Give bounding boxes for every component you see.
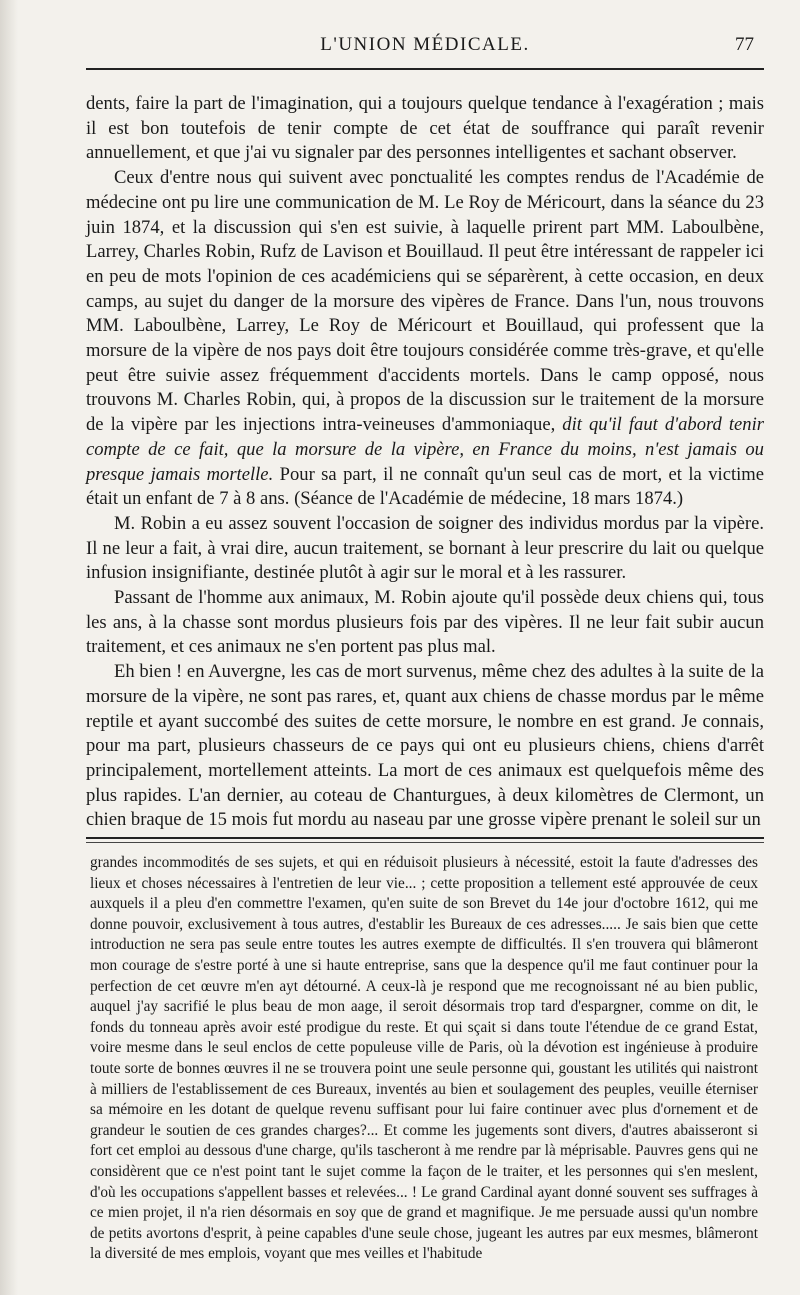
journal-title: L'UNION MÉDICALE. bbox=[320, 34, 530, 55]
paragraph-2-text: Ceux d'entre nous qui suivent avec ponctualité les comptes rendus de l'Académie de médecine ont pu lire une communication de M. Le Roy de Méricourt, dans la séance du 23 juin 1874, et la discussion qui s'en est suivie, à laquelle prirent part MM. Laboulbène, Larrey, Charles Robin, Rufz de Lavison et Bouillaud. Il peut être intéressant de rappeler ici en peu de mots l'opinion de ces académiciens qui se séparèrent, à cette occasion, en deux camps, au sujet du danger de la morsure des vipères de France. Dans l'un, nous trouvons MM. Laboulbène, Larrey, Le Roy de Méricourt et Bouillaud, qui professent que la morsure de la vipère de nos pays doit être toujours considérée comme très-grave, et qu'elle peut être suivie assez fréquemment d'accidents mortels. Dans le camp opposé, nous trouvons M. Charles Robin, qui, à propos de la discussion sur le traitement de la morsure de la vipère par les injections intra-veineuses d'ammoniaque, bbox=[86, 167, 764, 436]
paragraph-2-italic-emphasis: n'est jamais ou presque jamais mortelle. bbox=[86, 438, 764, 485]
page-number: 77 bbox=[735, 34, 754, 55]
paragraph-1: dents, faire la part de l'imagination, qui a toujours quelque tendance à l'exagération ; mais il est bon toutefois de tenir compte de cet état de souffrance qui paraît revenir annuellement, et que j'ai vu signaler par des personnes intelligentes et sachant observer. bbox=[86, 93, 764, 164]
page-edge-shadow bbox=[0, 0, 18, 1295]
footnote-text: grandes incommodités de ses sujets, et qui en réduisoit plusieurs à nécessité, estoit la faute d'adresses des lieux et choses nécessaires à l'entretien de leur vie... ; cette proposition a tellement esté approuvée de ceux auxquels il a pleu d'en commettre l'examen, qu'en suite de son Brevet du 14e jour d'octobre 1612, qui me donne pouvoir, exclusivement à tous autres, d'establir les Bureaux de ces adresses..... Je sais bien que cette introduction ne sera pas seule entre toutes les autres exempte de difficultés. Il s'en trouvera qui blâmeront mon courage de s'estre porté à une si haute entreprise, sans que la despence qu'il me faut continuer pour la perfection de cet œuvre m'en ayt détourné. A ceux-là je respond que me recognoissant né au bien public, auquel j'ay sacrifié le plus beau de mon aage, il seroit désormais trop tard d'espargner, comme on dit, le fonds du tonneau après avoir esté prodigue du reste. Et qui sçait si dans toute l'étendue de ce grand Estat, voire mesme dans le seul enclos de cette populeuse ville de Paris, où la dévotion est ingénieuse à produire toute sorte de bonnes œuvres il ne se trouvera point une seule personne qui, goustant les utilités qui naistront à milliers de l'establissement de ces Bureaux, inventés au bien et soulagement des peuples, veuille éterniser sa mémoire en les dotant de quelque revenu suffisant pour lui faire continuer avec plus d'ornement et de grandeur le soutien de ces grandes charges?... Et comme les jugements sont divers, d'autres abaisseront si fort cet emploi au dessous d'une charge, qu'ils tascheront à me rendre par là méprisable. Pauvres gens qui ne considèrent que ce n'est point tant le sujet comme la façon de le traiter, et les personnes qui s'en meslent, d'où les occupations s'appellent basses et relevées... ! Le grand Cardinal ayant donné souvent ses suffrages à ce mien projet, il n'a rien désormais en soy que de grand et magnifique. Je me persuade aussi qu'un nombre de petits avortons d'esprit, à peine capables d'une seule chose, jugeant les autres par eux mesmes, blâmeront la diversité de mes emplois, voyant que mes veilles et l'habitude bbox=[90, 854, 758, 1263]
main-text bbox=[86, 92, 764, 833]
running-head bbox=[86, 0, 764, 82]
paragraph-2-italic-quote: dit qu'il faut d'abord tenir compte de ce fait, que la morsure de la vipère, en France du moins, bbox=[86, 414, 764, 460]
footnote-separator-rule bbox=[86, 837, 764, 843]
paragraph-2 bbox=[86, 166, 764, 512]
header-rule bbox=[86, 68, 764, 70]
paragraph-2-end: Pour sa part, il ne connaît qu'un seul cas de mort, et la victime était un enfant de 7 à 8 ans. (Séance de l'Académie de médecine, 18 mars 1874.) bbox=[86, 463, 764, 510]
paragraph-4: Passant de l'homme aux animaux, M. Robin ajoute qu'il possède deux chiens qui, tous les ans, à la chasse sont mordus plusieurs fois par des vipères. Il ne leur fait subir aucun traitement, et ces animaux ne s'en portent pas plus mal. bbox=[86, 587, 764, 658]
paragraph-5: Eh bien ! en Auvergne, les cas de mort survenus, même chez des adultes à la suite de la morsure de la vipère, ne sont pas rares, et, quant aux chiens de chasse mordus par le même reptile et ayant succombé des suites de cette morsure, le nombre en est grand. Je connais, pour ma part, plusieurs chasseurs de ce pays qui ont eu plusieurs chiens, chiens d'arrêt principalement, mortellement atteints. La mort de ces animaux est quelquefois même des plus rapides. L'an dernier, au coteau de Chanturgues, à deux kilomètres de Clermont, un chien braque de 15 mois fut mordu au naseau par une grosse vipère prenant le soleil sur un bbox=[86, 661, 764, 831]
footnote bbox=[86, 853, 764, 1265]
paragraph-3: M. Robin a eu assez souvent l'occasion de soigner des individus mordus par la vipère. Il ne leur a fait, à vrai dire, aucun traitement, se bornant à leur prescrire du lait ou quelque infusion insignifiante, destinée plutôt à agir sur le moral et à les rassurer. bbox=[86, 512, 764, 584]
